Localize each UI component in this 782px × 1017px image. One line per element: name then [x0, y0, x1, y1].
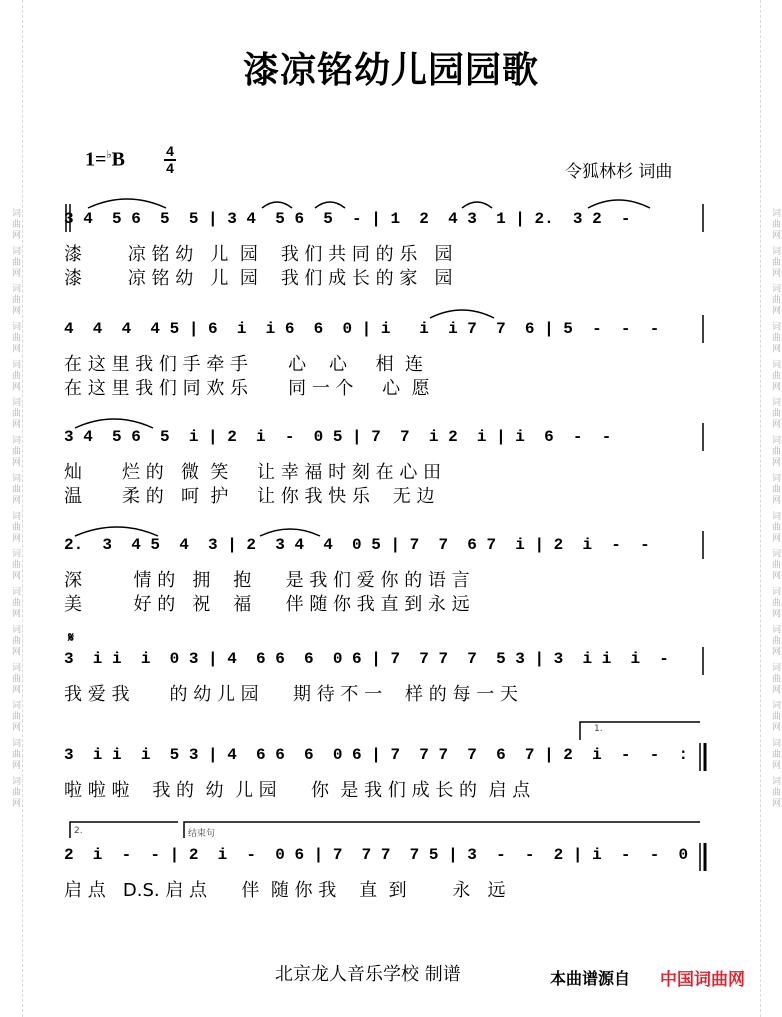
footer-source: 本曲谱源自: [550, 969, 631, 988]
key-signature: [85, 148, 125, 172]
score-row-3: [64, 418, 704, 528]
volta-1-label: 1.: [594, 724, 603, 734]
score-row-2: [64, 310, 704, 420]
notes-row-2: 4 4 4 4 5 | 6 i i 6 6 0 | i i i 7 7 6 | 5 - - -: [64, 320, 660, 338]
lyric-row-1-verse-2: 漆 凉 铭 幼 儿 园 我 们 成 长 的 家 园: [64, 268, 453, 289]
time-signature: [164, 144, 176, 176]
meter-bottom: 4: [166, 160, 174, 176]
notes-row-4: 2. 3 4 5 4 3 | 2 3 4 4 0 5 | 7 7 6 7 i | 2 i - -: [64, 536, 650, 554]
lyric-row-3-verse-1: 灿 烂 的 微 笑 让 幸 福 时 刻 在 心 田: [64, 462, 442, 483]
score-row-7: [64, 826, 704, 946]
lyric-row-5: 我 爱 我 的 幼 儿 园 期 待 不 一 样 的 每 一 天: [64, 684, 518, 705]
score-row-6: [64, 724, 704, 846]
key-note: B: [111, 148, 125, 171]
lyric-row-2-verse-1: 在 这 里 我 们 手 牵 手 心 心 相 连: [64, 354, 424, 375]
lyric-row-1-verse-1: 漆 凉 铭 幼 儿 园 我 们 共 同 的 乐 园: [64, 244, 453, 265]
notes-row-3: 3 4 5 6 5 i | 2 i - 0 5 | 7 7 i 2 i | i 6 - -: [64, 428, 612, 446]
notes-row-1: 3 4 5 6 5 5 | 3 4 5 6 5 - | 1 2 4 3 1 | 2. 3 2 -: [64, 210, 631, 228]
meter-top: 4: [166, 143, 174, 159]
segno-sign: 𝄋: [68, 630, 75, 646]
volta-2-label: 2.: [74, 826, 83, 836]
watermark-left: 词曲网 词曲网 词曲网 词曲网 词曲网 词曲网 词曲网 词曲网 词曲网 词曲网 词曲网 词曲网 词曲网 词曲网 词曲网 词曲网: [10, 208, 20, 809]
score-row-1: [64, 200, 704, 310]
lyric-row-2-verse-2: 在 这 里 我 们 同 欢 乐 同 一 个 心 愿: [64, 378, 430, 399]
coda-box-label: 结束句: [188, 829, 216, 839]
flat-sign: ♭: [106, 149, 112, 161]
footer-school: 北京龙人音乐学校 制谱: [275, 964, 461, 985]
notes-row-5: 3 i i i 0 3 | 4 6 6 6 0 6 | 7 7 7 7 5 3 | 3 i i i -: [64, 650, 669, 668]
key-prefix: 1=: [85, 148, 107, 171]
footer-site-link[interactable]: 中国词曲网: [660, 970, 745, 990]
lyric-row-6: 啦 啦 啦 我 的 幼 儿 园 你 是 我 们 成 长 的 启 点: [64, 780, 531, 801]
lyric-row-4-verse-2: 美 好 的 祝 福 伴 随 你 我 直 到 永 远: [64, 594, 470, 615]
lyric-row-7: 启 点 D.S. 启 点 伴 随 你 我 直 到 永 远: [64, 880, 506, 901]
notes-row-7: 2 i - - | 2 i - 0 6 | 7 7 7 7 5 | 3 - - 2 | i - - 0: [64, 846, 689, 864]
notes-row-6: 3 i i i 5 3 | 4 6 6 6 0 6 | 7 7 7 7 6 7 | 2 i - - :: [64, 746, 689, 764]
watermark-right: 词曲网 词曲网 词曲网 词曲网 词曲网 词曲网 词曲网 词曲网 词曲网 词曲网 词曲网 词曲网 词曲网 词曲网 词曲网 词曲网: [770, 208, 780, 809]
page-title: 漆凉铭幼儿园园歌: [242, 50, 539, 91]
credit: 令狐林杉 词曲: [565, 162, 673, 182]
score-row-5: [64, 630, 704, 750]
lyric-row-4-verse-1: 深 情 的 拥 抱 是 我 们 爱 你 的 语 言: [64, 570, 470, 591]
score-row-4: [64, 526, 704, 636]
lyric-row-3-verse-2: 温 柔 的 呵 护 让 你 我 快 乐 无 边: [64, 486, 435, 507]
